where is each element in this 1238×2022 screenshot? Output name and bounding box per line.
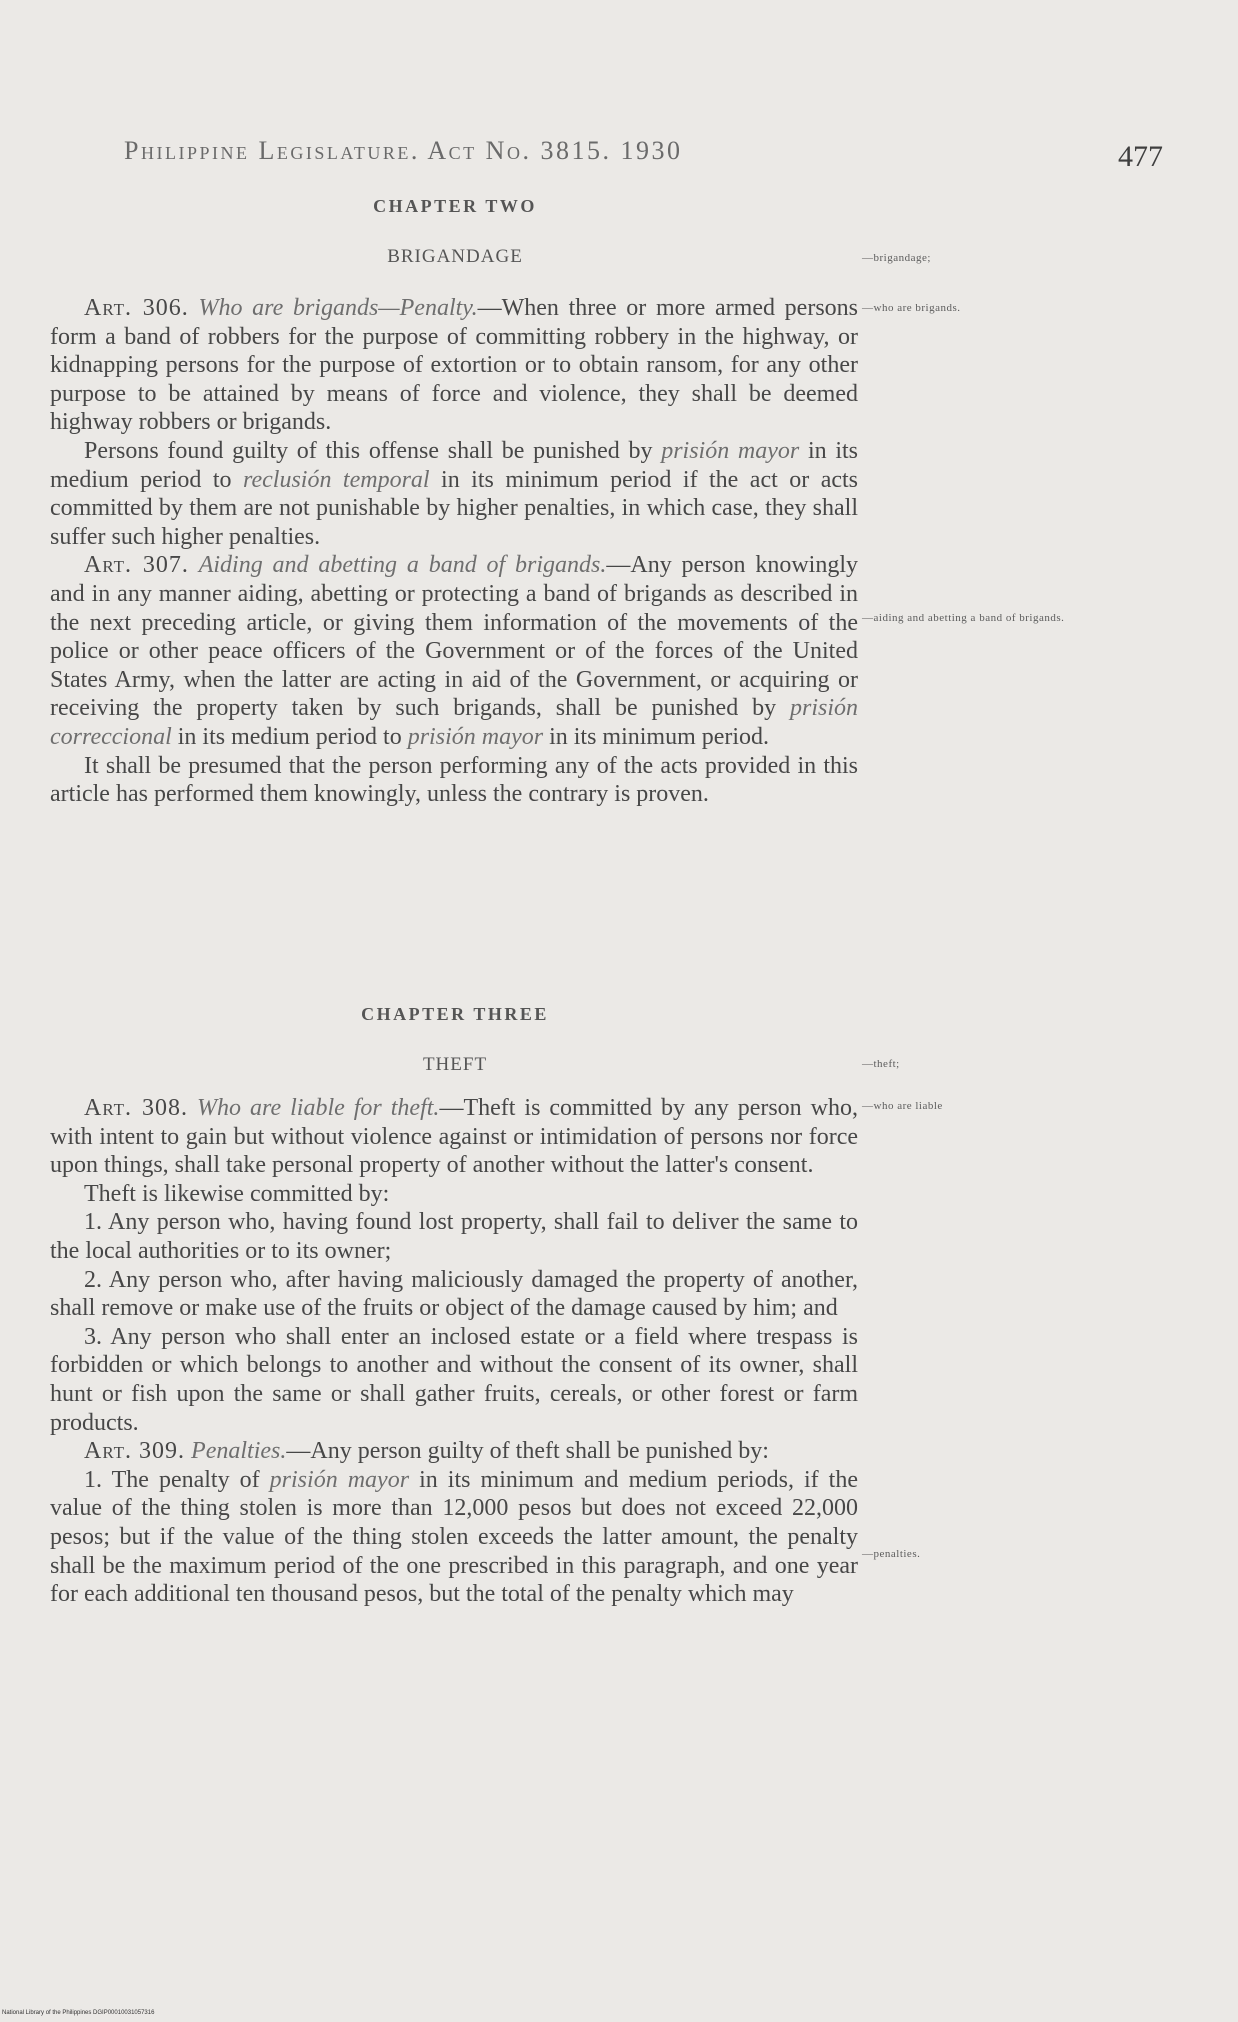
running-head: Philippine Legislature. Act No. 3815. 1930 (124, 136, 683, 165)
art-307-title: Aiding and abetting a band of brigands. (198, 552, 607, 579)
art-309-item-1 (50, 1466, 858, 1609)
art-306-p2-text-c: in its minimum period if the act or acts committed by them are not punishable by higher penalties, in which case, they shall suffer such higher penalties. (50, 466, 859, 550)
art-306-title: Who are brigands—Penalty. (198, 295, 478, 321)
margin-note-aiding-abetting: —aiding and abetting a band of brigands. (862, 612, 1065, 624)
art-307-term-2: prisión mayor (407, 723, 544, 750)
art-309-paragraph (50, 1437, 858, 1466)
articles-308-309 (50, 1094, 858, 1609)
art-307-term-1: prisión correccional (50, 695, 858, 750)
chapter-three-heading: CHAPTER THREE (361, 1004, 549, 1024)
chapter-three-subheading: THEFT (422, 1054, 488, 1075)
art-306-p2-text-a: Persons found guilty of this offense shall be punished by (84, 437, 662, 464)
art-309-item-1-text-a: 1. The penalty of (84, 1466, 270, 1493)
art-306-number: Art. 306. (84, 295, 189, 321)
page-number: 477 (1118, 140, 1163, 173)
margin-note-brigandage: —brigandage; (862, 252, 931, 264)
art-306-p2-term-1: prisión mayor (661, 437, 800, 464)
art-307-number: Art. 307. (84, 552, 189, 579)
art-307-presumption-paragraph: It shall be presumed that the person performing any of the acts provided in this article has performed them knowingly, unless the contrary is proven. (50, 752, 858, 808)
margin-note-penalties: —penalties. (862, 1548, 921, 1560)
art-308-text: —Theft is committed by any person who, with intent to gain but without violence against or intimidation of persons nor force upon things, shall take personal property of another without the latter's consent. (50, 1095, 859, 1179)
art-306-p2-term-2: reclusión temporal (243, 466, 430, 493)
art-309-item-1-term: prisión mayor (269, 1466, 410, 1493)
art-307-text-a: —Any person knowingly and in any manner aiding, abetting or protecting a band of brigands as described in the next preceding article, or giving them information of the movements of the police or other peace officers of the Government or of the forces of the United States Army, when the latter are acting in aid of the Government, or acquiring or receiving the property taken by such brigands, shall be punished by (50, 552, 859, 722)
library-stamp: National Library of the Philippines DGIP00010031057316 (2, 2010, 155, 2016)
art-308-title: Who are liable for theft. (197, 1095, 440, 1121)
art-306-text: —When three or more armed persons form a band of robbers for the purpose of committing robbery in the highway, or kidnapping persons for the purpose of extortion or to obtain ransom, for any other purpose to be attained by means of force and violence, they shall be deemed highway robbers or brigands. (50, 295, 858, 436)
art-306-p2-text-b: in its medium period to (50, 437, 858, 493)
art-307-text-c: in its minimum period. (543, 723, 770, 750)
art-306-paragraph (50, 294, 858, 437)
margin-note-who-are-liable: —who are liable (862, 1100, 943, 1112)
art-308-number: Art. 308. (84, 1095, 189, 1121)
art-308-item-1: 1. Any person who, having found lost property, shall fail to deliver the same to the local authorities or to its owner; (50, 1209, 858, 1264)
margin-note-theft: —theft; (862, 1058, 900, 1070)
art-309-text: —Any person guilty of theft shall be punished by: (286, 1438, 769, 1465)
art-308-paragraph (50, 1094, 858, 1180)
articles-306-307 (50, 294, 858, 809)
art-309-item-1-text-b: in its minimum and medium periods, if the value of the thing stolen is more than 12,000 pesos but does not exceed 22,000 pesos; but if the value of the thing stolen exceeds the latter amount, the penalty shall be the maximum period of the one prescribed in this paragraph, and one year for each additional ten thousand pesos, but the total of the penalty which may (50, 1466, 859, 1608)
art-309-number: Art. 309. (84, 1438, 186, 1465)
art-306-penalty-paragraph (50, 437, 858, 551)
art-307-text-b: in its medium period to (171, 723, 408, 750)
chapter-two-subheading: BRIGANDAGE (387, 246, 523, 267)
margin-note-who-are-brigands: —who are brigands. (862, 302, 961, 314)
art-307-paragraph (50, 551, 858, 751)
art-309-title: Penalties. (191, 1438, 287, 1465)
chapter-two-heading: CHAPTER TWO (373, 196, 537, 216)
art-308-item-3: 3. Any person who shall enter an inclosed estate or a field where trespass is forbidden or which belongs to another and without the consent of its owner, shall hunt or fish upon the same or shall gather fruits, cereals, or other forest or farm products. (50, 1323, 858, 1436)
art-308-likewise-paragraph: Theft is likewise committed by: (84, 1180, 390, 1207)
art-308-item-2: 2. Any person who, after having maliciously damaged the property of another, shall remove or make use of the fruits or object of the damage caused by him; and (50, 1266, 858, 1322)
